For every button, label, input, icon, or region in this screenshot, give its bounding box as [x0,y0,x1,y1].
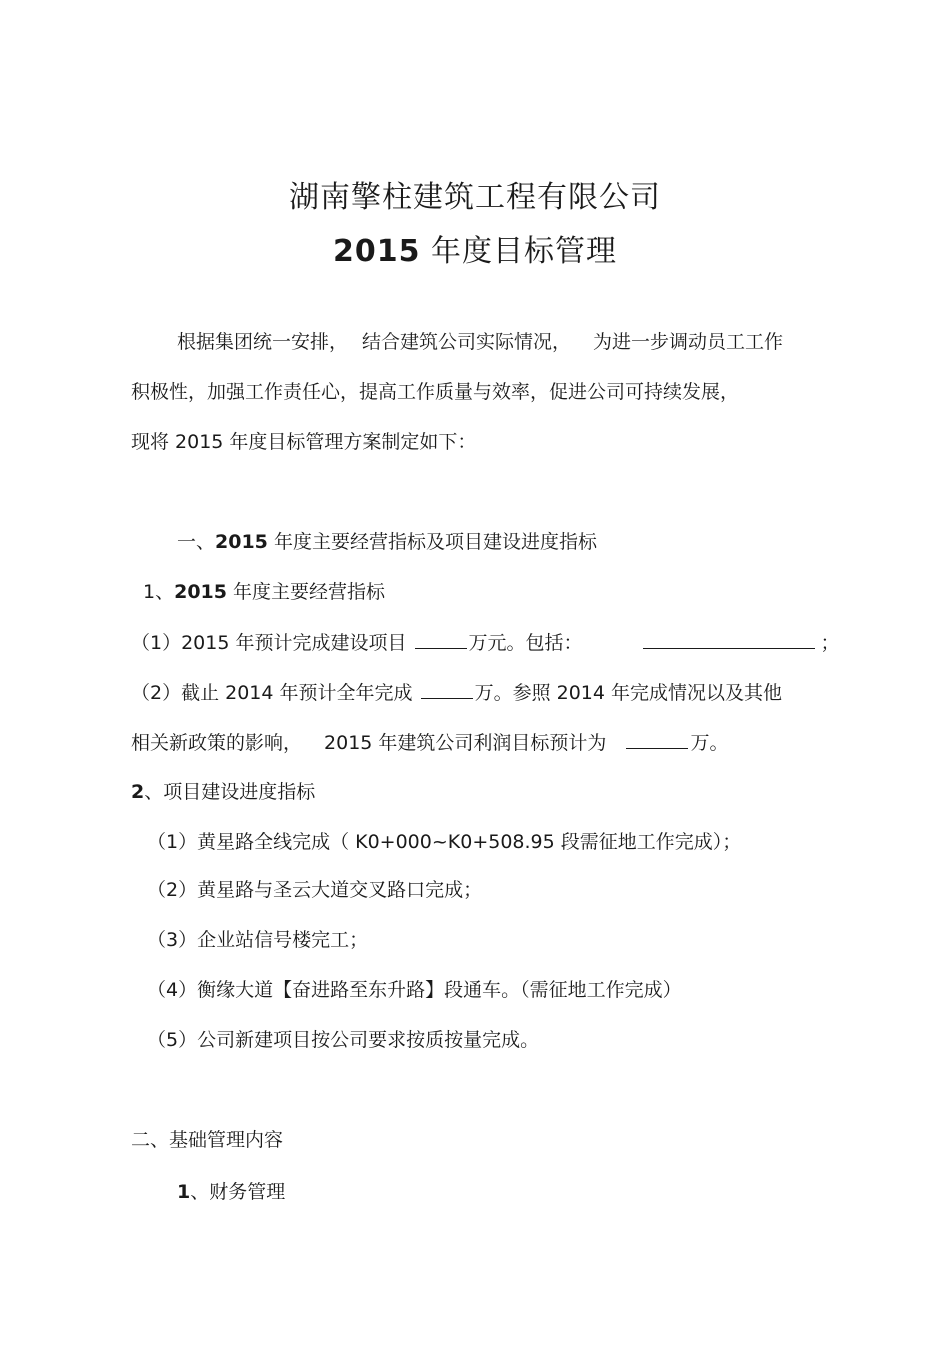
item-1-text-c: ； [820,632,840,654]
section-2-sub-1-rest: 、财务管理 [190,1181,286,1203]
sub-2-rest: 、项目建设进度指标 [144,781,316,803]
title-year: 2015 [332,234,421,269]
section-1-year: 2015 [215,531,268,553]
item-1-blank-amount [415,630,467,649]
progress-item-2: （2）黄星路与圣云大道交叉路口完成； [147,879,483,901]
item-2-text-a: （2）截止 2014 年预计全年完成 [131,682,419,704]
item-2-text-c: 相关新政策的影响， [131,732,303,754]
business-item-1 [131,630,840,655]
intro-line-3: 现将 2015 年度目标管理方案制定如下： [131,431,477,453]
sub-1-rest: 年度主要经营指标 [227,581,386,603]
item-1-blank-projects [643,630,815,649]
progress-item-4: （4）衡缘大道【奋进路至东升路】段通车。（需征地工作完成） [147,979,682,1001]
business-item-2-line-2 [131,730,728,755]
progress-item-5: （5）公司新建项目按公司要求按质按量完成。 [147,1029,540,1051]
sub-1-sep: 、 [155,581,175,603]
item-2-blank-amount [421,680,473,699]
intro-line-2: 积极性，加强工作责任心，提高工作质量与效率，促进公司可持续发展， [131,381,740,403]
business-item-2-line-1 [131,680,782,705]
item-1-text-a: （1）2015 年预计完成建设项目 [131,632,413,654]
section-2-heading: 二、基础管理内容 [131,1129,284,1151]
item-2-text-b: 万。参照 2014 年完成情况以及其他 [474,682,782,704]
document-title-company: 湖南擎柱建筑工程有限公司 [289,180,661,215]
item-2-blank-profit [626,730,688,749]
progress-item-3: （3）企业站信号楼完工； [147,929,369,951]
section-1-heading [177,530,597,554]
section-2-sub-1 [177,1180,285,1204]
sub-1-year: 2015 [174,581,227,603]
section-1-rest: 年度主要经营指标及项目建设进度指标 [267,531,597,553]
section-2-sub-1-number: 1 [177,1181,191,1203]
item-1-text-b: 万元。包括： [468,632,583,654]
sub-1-number: 1 [143,581,156,603]
intro-line-1-part-c: 为进一步调动员工工作 [593,331,784,353]
progress-item-1: （1）黄星路全线完成（ K0+000~K0+508.95 段需征地工作完成）； [147,831,742,853]
document-title-plan [0,226,950,270]
sub-2-number: 2 [131,781,145,803]
section-1-sub-2 [131,780,315,804]
item-2-text-d: 2015 年建筑公司利润目标预计为 [324,732,613,754]
intro-line-1 [177,330,783,354]
item-2-text-e: 万。 [690,732,729,754]
section-1-sub-1 [143,580,385,604]
section-1-prefix: 一、 [177,531,216,553]
intro-line-1-part-b: 结合建筑公司实际情况， [362,331,572,353]
title-rest: 年度目标管理 [420,234,618,269]
intro-line-1-part-a: 根据集团统一安排， [177,331,349,353]
